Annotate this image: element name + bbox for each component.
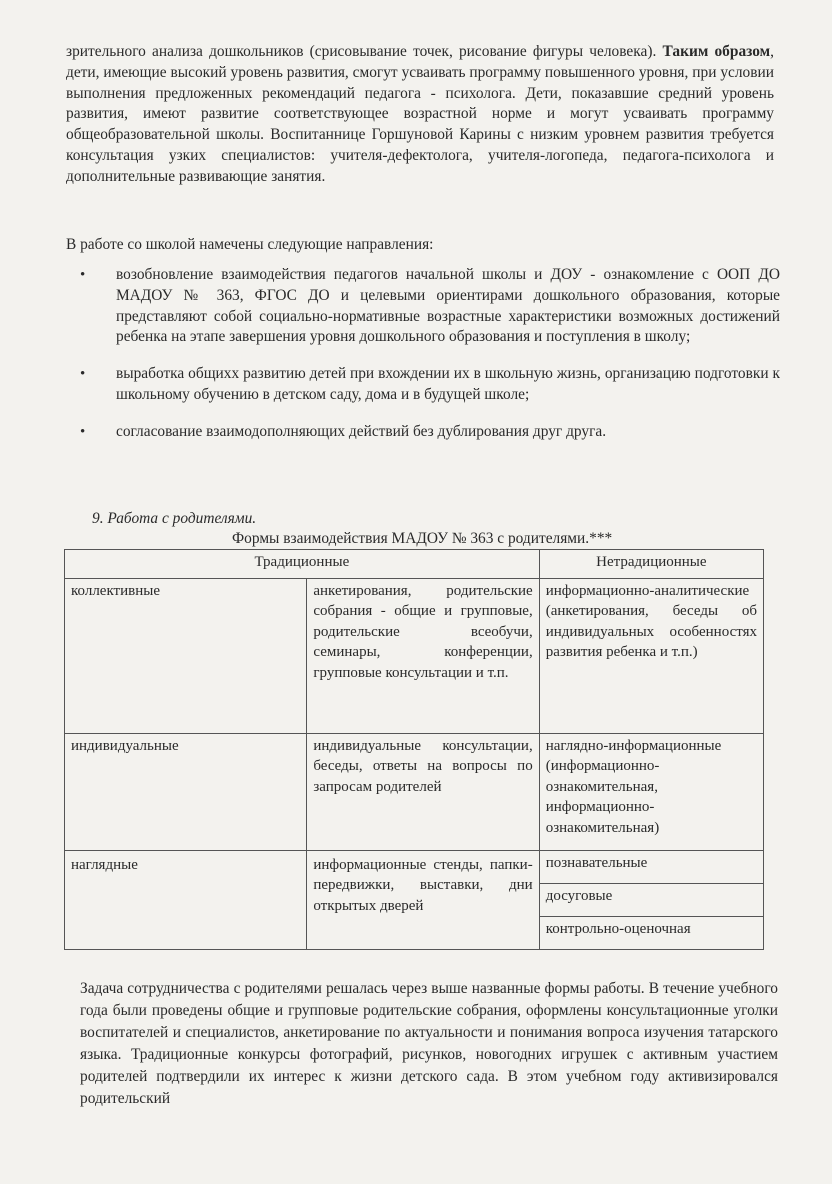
parent-interaction-table <box>64 549 764 950</box>
list-item: • возобновление взаимодействия педагогов начальной школы и ДОУ - ознакомление с ООП ДО МАДОУ № 363, ФГОС ДО и целевыми ориентирами дошкольного образования, которые представляют собой социально-нормативные возрастные характеристики возможных достижений ребенка на этапе завершения уровня дошкольного образования и поступления в школу; <box>80 265 780 348</box>
list-item: • согласование взаимодополняющих действий без дублирования друг друга. <box>80 422 780 443</box>
row-nontraditional-item: познавательные <box>539 851 763 884</box>
list-item: • выработка общихх развитию детей при вхождении их в школьную жизнь, организацию подготовки к школьному обучению в детском саду, дома и в будущей школе; <box>80 364 780 406</box>
row-traditional: анкетирования, родительские собрания - общие и групповые, родительские всеобучи, семинары, конференции, групповые консультации и т.п. <box>307 579 539 734</box>
row-nontraditional-item: контрольно-оценочная <box>539 917 763 950</box>
section-heading-parents: 9. Работа с родителями. <box>92 510 257 527</box>
paragraph1-bold: Таким образом <box>662 43 771 60</box>
paragraph1-part1: зрительного анализа дошкольников (срисовывание точек, рисование фигуры человека). <box>66 43 657 60</box>
table-row <box>65 851 764 884</box>
paragraph-development-results <box>66 42 774 188</box>
row-type: индивидуальные <box>65 734 307 851</box>
row-traditional: информационные стенды, папки-передвижки, выставки, дни открытых дверей <box>307 851 539 950</box>
table-row <box>65 579 764 734</box>
row-type: наглядные <box>65 851 307 950</box>
row-traditional: индивидуальные консультации, беседы, ответы на вопросы по запросам родителей <box>307 734 539 851</box>
table-caption: Формы взаимодействия МАДОУ № 363 с родителями.*** <box>232 530 613 547</box>
header-nontraditional: Нетрадиционные <box>539 550 763 579</box>
paragraph1-part2: , дети, имеющие высокий уровень развития, смогут усваивать программу повышенного уровня, при условии выполнения предложенных рекомендаций педагога - психолога. Дети, показавшие средний уровень развития, имеют развитие соответствующее возрастной норме и могут усваивать программу общеобразовательной школы. Воспитаннице Горшуновой Карины с низким уровнем развития требуется консультация узких специалистов: учителя-дефектолога, учителя-логопеда, педагога-психолога и дополнительные развивающие занятия. <box>66 43 774 185</box>
table-row <box>65 734 764 851</box>
header-traditional: Традиционные <box>65 550 540 579</box>
row-nontraditional: наглядно-информационные (информационно-ознакомительная, информационно-ознакомительная) <box>539 734 763 851</box>
school-directions-intro: В работе со школой намечены следующие направления: <box>66 236 434 253</box>
row-nontraditional-item: досуговые <box>539 884 763 917</box>
school-directions-list <box>80 265 780 459</box>
table-header-row <box>65 550 764 579</box>
row-type: коллективные <box>65 579 307 734</box>
row-nontraditional: информационно-аналитические (анкетирования, беседы об индивидуальных особенностях развития ребенка и т.п.) <box>539 579 763 734</box>
paragraph-parents-cooperation: Задача сотрудничества с родителями решалась через выше названные формы работы. В течение учебного года были проведены общие и групповые родительские собрания, оформлены консультационные уголки воспитателей и специалистов, анкетирование по актуальности и понимания вопроса изучения татарского языка. Традиционные конкурсы фотографий, рисунков, новогодних игрушек с активным участием родителей подтвердили их интерес к жизни детского сада. В этом учебном году активизировался родительский <box>80 980 778 1107</box>
